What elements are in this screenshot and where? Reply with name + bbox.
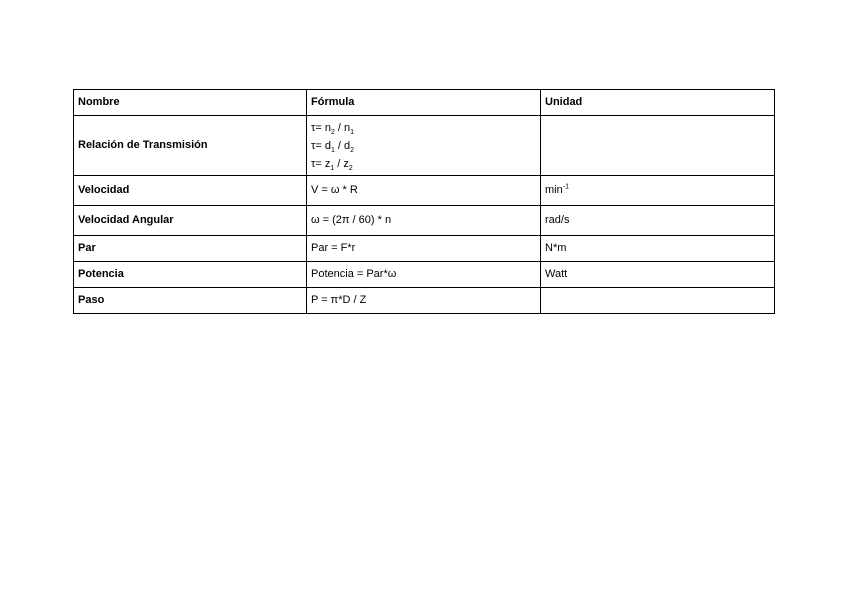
formula-line: $\tau= z_1 / z_2$ (311, 157, 353, 172)
table-row (74, 116, 775, 176)
row-name: Velocidad Angular (74, 206, 307, 236)
header-formula: Fórmula (307, 90, 541, 116)
row-formula (307, 116, 541, 176)
row-name: Potencia (74, 262, 307, 288)
table-row (74, 176, 775, 206)
row-formula: V = ω * R (307, 176, 541, 206)
formula-line: $\tau= n_2 / n_1$ (311, 121, 355, 136)
row-unit: Watt (541, 262, 775, 288)
row-unit (541, 116, 775, 176)
table-row (74, 236, 775, 262)
row-unit (541, 288, 775, 314)
row-name: Relación de Transmisión (74, 116, 307, 176)
row-unit: rad/s (541, 206, 775, 236)
formula-table (73, 89, 775, 314)
table-row (74, 206, 775, 236)
table-row (74, 288, 775, 314)
row-unit: $\min^{-1}$ (541, 176, 775, 206)
row-formula: P = π*D / Z (307, 288, 541, 314)
header-name: Nombre (74, 90, 307, 116)
row-formula: ω = (2π / 60) * n (307, 206, 541, 236)
row-formula: Par = F*r (307, 236, 541, 262)
header-unit: Unidad (541, 90, 775, 116)
table-header-row (74, 90, 775, 116)
row-formula: Potencia = Par*ω (307, 262, 541, 288)
row-unit: N*m (541, 236, 775, 262)
table-row (74, 262, 775, 288)
row-name: Par (74, 236, 307, 262)
row-name: Velocidad (74, 176, 307, 206)
row-name: Paso (74, 288, 307, 314)
formula-line: $\tau= d_1 / d_2$ (311, 139, 355, 154)
